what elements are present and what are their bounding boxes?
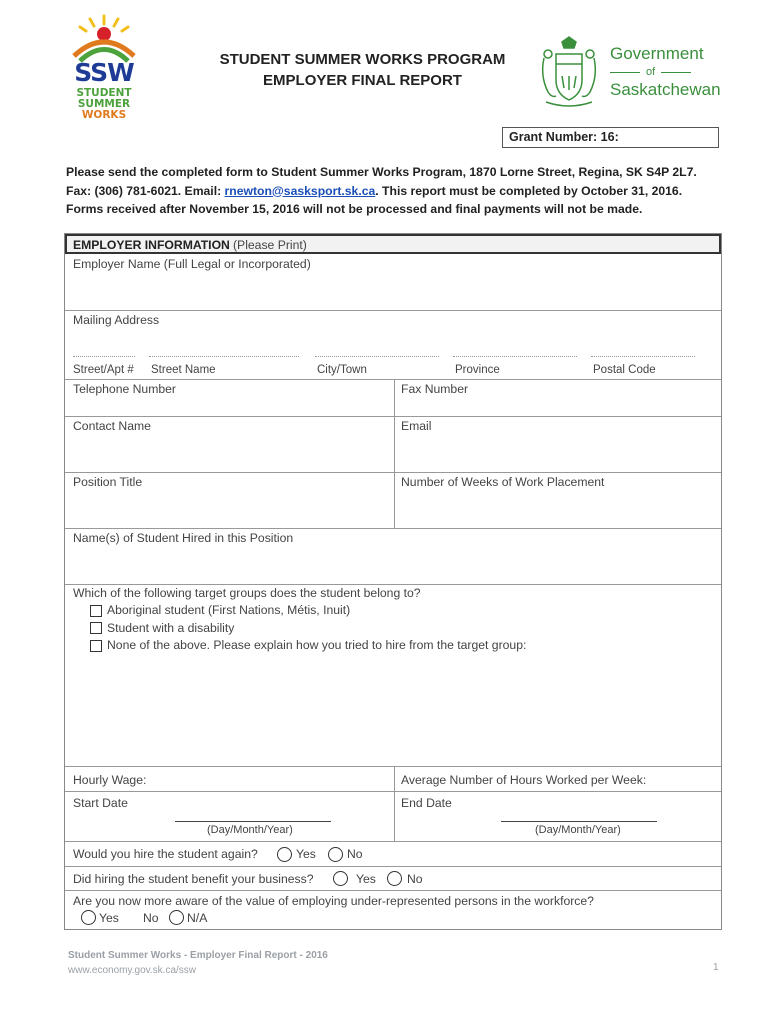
intro-line2 bbox=[66, 182, 726, 201]
benefit-no-label: No bbox=[407, 872, 423, 886]
benefit-yes-label: Yes bbox=[356, 872, 376, 886]
start-date-label: Start Date bbox=[73, 796, 128, 810]
divider bbox=[394, 379, 395, 528]
divider bbox=[65, 310, 721, 311]
fax-field[interactable] bbox=[395, 379, 721, 416]
start-date-format: (Day/Month/Year) bbox=[207, 824, 293, 836]
report-title-line2: EMPLOYER FINAL REPORT bbox=[263, 72, 462, 89]
street-name-field[interactable] bbox=[149, 356, 299, 357]
contact-name-field[interactable] bbox=[65, 416, 393, 472]
government-of-row bbox=[610, 65, 720, 79]
disability-option-label: Student with a disability bbox=[107, 621, 235, 635]
aboriginal-checkbox[interactable] bbox=[90, 605, 102, 617]
grant-number-field[interactable] bbox=[502, 127, 719, 148]
intro-line1: Please send the completed form to Student Summer Works Program, 1870 Lorne Street, Regina, SK S4P 2L7. bbox=[66, 165, 697, 179]
start-date-input[interactable] bbox=[175, 821, 331, 822]
city-town-field[interactable] bbox=[315, 356, 439, 357]
government-wordmark bbox=[610, 44, 720, 100]
ssw-logo-line1: STUDENT bbox=[76, 87, 132, 99]
weeks-label: Number of Weeks of Work Placement bbox=[401, 475, 605, 489]
hourly-wage-label: Hourly Wage: bbox=[73, 773, 147, 787]
province-label: Province bbox=[455, 364, 500, 376]
divider bbox=[610, 72, 640, 73]
awareness-yes-label: Yes bbox=[99, 911, 119, 925]
position-title-field[interactable] bbox=[65, 472, 393, 528]
telephone-field[interactable] bbox=[65, 379, 393, 416]
contact-name-label: Contact Name bbox=[73, 419, 151, 433]
target-groups-question: Which of the following target groups does the student belong to? bbox=[73, 586, 421, 600]
section-note: (Please Print) bbox=[233, 238, 307, 252]
awareness-na-radio[interactable] bbox=[169, 910, 184, 925]
report-title-line1: STUDENT SUMMER WORKS PROGRAM bbox=[219, 51, 506, 68]
street-apt-label: Street/Apt # bbox=[73, 364, 134, 376]
telephone-label: Telephone Number bbox=[73, 382, 176, 396]
government-line1: Government bbox=[610, 44, 704, 63]
hire-again-yes-radio[interactable] bbox=[277, 847, 292, 862]
end-date-label: End Date bbox=[401, 796, 452, 810]
ssw-logo bbox=[62, 14, 142, 120]
end-date-format: (Day/Month/Year) bbox=[535, 824, 621, 836]
city-town-label: City/Town bbox=[317, 364, 367, 376]
awareness-yes-radio[interactable] bbox=[81, 910, 96, 925]
government-line3: Saskatchewan bbox=[610, 80, 721, 99]
avg-hours-label: Average Number of Hours Worked per Week: bbox=[401, 773, 647, 787]
province-field[interactable] bbox=[453, 356, 577, 357]
hire-again-question: Would you hire the student again? bbox=[73, 847, 258, 861]
employer-name-label: Employer Name (Full Legal or Incorporated) bbox=[73, 257, 311, 271]
employer-name-field[interactable] bbox=[65, 254, 721, 310]
disability-checkbox[interactable] bbox=[90, 622, 102, 634]
ssw-logo-line3: WORKS bbox=[81, 109, 127, 121]
intro-line2-prefix: Fax: (306) 781-6021. Email: bbox=[66, 183, 225, 198]
hire-again-no-radio[interactable] bbox=[328, 847, 343, 862]
awareness-no-label: No bbox=[143, 911, 159, 925]
section-header bbox=[65, 234, 721, 254]
target-group-explanation-field[interactable] bbox=[65, 654, 721, 766]
postal-code-field[interactable] bbox=[591, 356, 695, 357]
divider bbox=[65, 841, 721, 842]
divider bbox=[394, 766, 395, 841]
divider bbox=[65, 890, 721, 891]
page-number: 1 bbox=[713, 962, 719, 973]
footer-url[interactable]: www.economy.gov.sk.ca/ssw bbox=[68, 965, 197, 976]
grant-number-label: Grant Number: 16: bbox=[509, 130, 619, 144]
divider bbox=[65, 791, 721, 792]
awareness-question: Are you now more aware of the value of employing under-represented persons in the workforce? bbox=[73, 894, 594, 908]
mailing-address-label: Mailing Address bbox=[73, 313, 160, 327]
email-field[interactable] bbox=[395, 416, 721, 472]
students-hired-label: Name(s) of Student Hired in this Position bbox=[73, 531, 294, 545]
benefit-question: Did hiring the student benefit your business? bbox=[73, 872, 314, 886]
position-title-label: Position Title bbox=[73, 475, 143, 489]
none-option-label: None of the above. Please explain how you tried to hire from the target group: bbox=[107, 638, 527, 652]
ssw-logo-letters: SSW bbox=[74, 58, 134, 87]
email-label: Email bbox=[401, 419, 432, 433]
benefit-yes-radio[interactable] bbox=[333, 871, 348, 886]
intro-line3: Forms received after November 15, 2016 will not be processed and final payments will not be made. bbox=[66, 202, 643, 216]
divider bbox=[65, 866, 721, 867]
government-line2: of bbox=[646, 66, 656, 78]
postal-code-label: Postal Code bbox=[593, 364, 656, 376]
students-hired-field[interactable] bbox=[65, 528, 721, 584]
intro-instructions bbox=[66, 163, 726, 219]
aboriginal-option-label: Aboriginal student (First Nations, Métis, Inuit) bbox=[107, 603, 351, 617]
divider bbox=[661, 72, 691, 73]
none-checkbox[interactable] bbox=[90, 640, 102, 652]
street-apt-field[interactable] bbox=[73, 356, 135, 357]
saskatchewan-crest-icon bbox=[538, 36, 600, 110]
intro-line2-suffix: . This report must be completed by October 31, 2016. bbox=[375, 183, 683, 198]
awareness-na-label: N/A bbox=[187, 911, 208, 925]
street-name-label: Street Name bbox=[151, 364, 216, 376]
end-date-input[interactable] bbox=[501, 821, 657, 822]
benefit-no-radio[interactable] bbox=[387, 871, 402, 886]
fax-label: Fax Number bbox=[401, 382, 469, 396]
section-title: EMPLOYER INFORMATION bbox=[73, 238, 230, 252]
employer-information-form bbox=[64, 233, 722, 930]
email-link[interactable]: rnewton@sasksport.sk.ca bbox=[224, 183, 376, 198]
ssw-logo-line2: SUMMER bbox=[77, 98, 131, 110]
ssw-sun-figure-icon bbox=[64, 14, 144, 64]
hire-again-no-label: No bbox=[347, 847, 363, 861]
footer-title: Student Summer Works - Employer Final Report - 2016 bbox=[68, 950, 328, 961]
divider bbox=[65, 766, 721, 767]
weeks-field[interactable] bbox=[395, 472, 721, 528]
divider bbox=[65, 584, 721, 585]
hire-again-yes-label: Yes bbox=[296, 847, 316, 861]
